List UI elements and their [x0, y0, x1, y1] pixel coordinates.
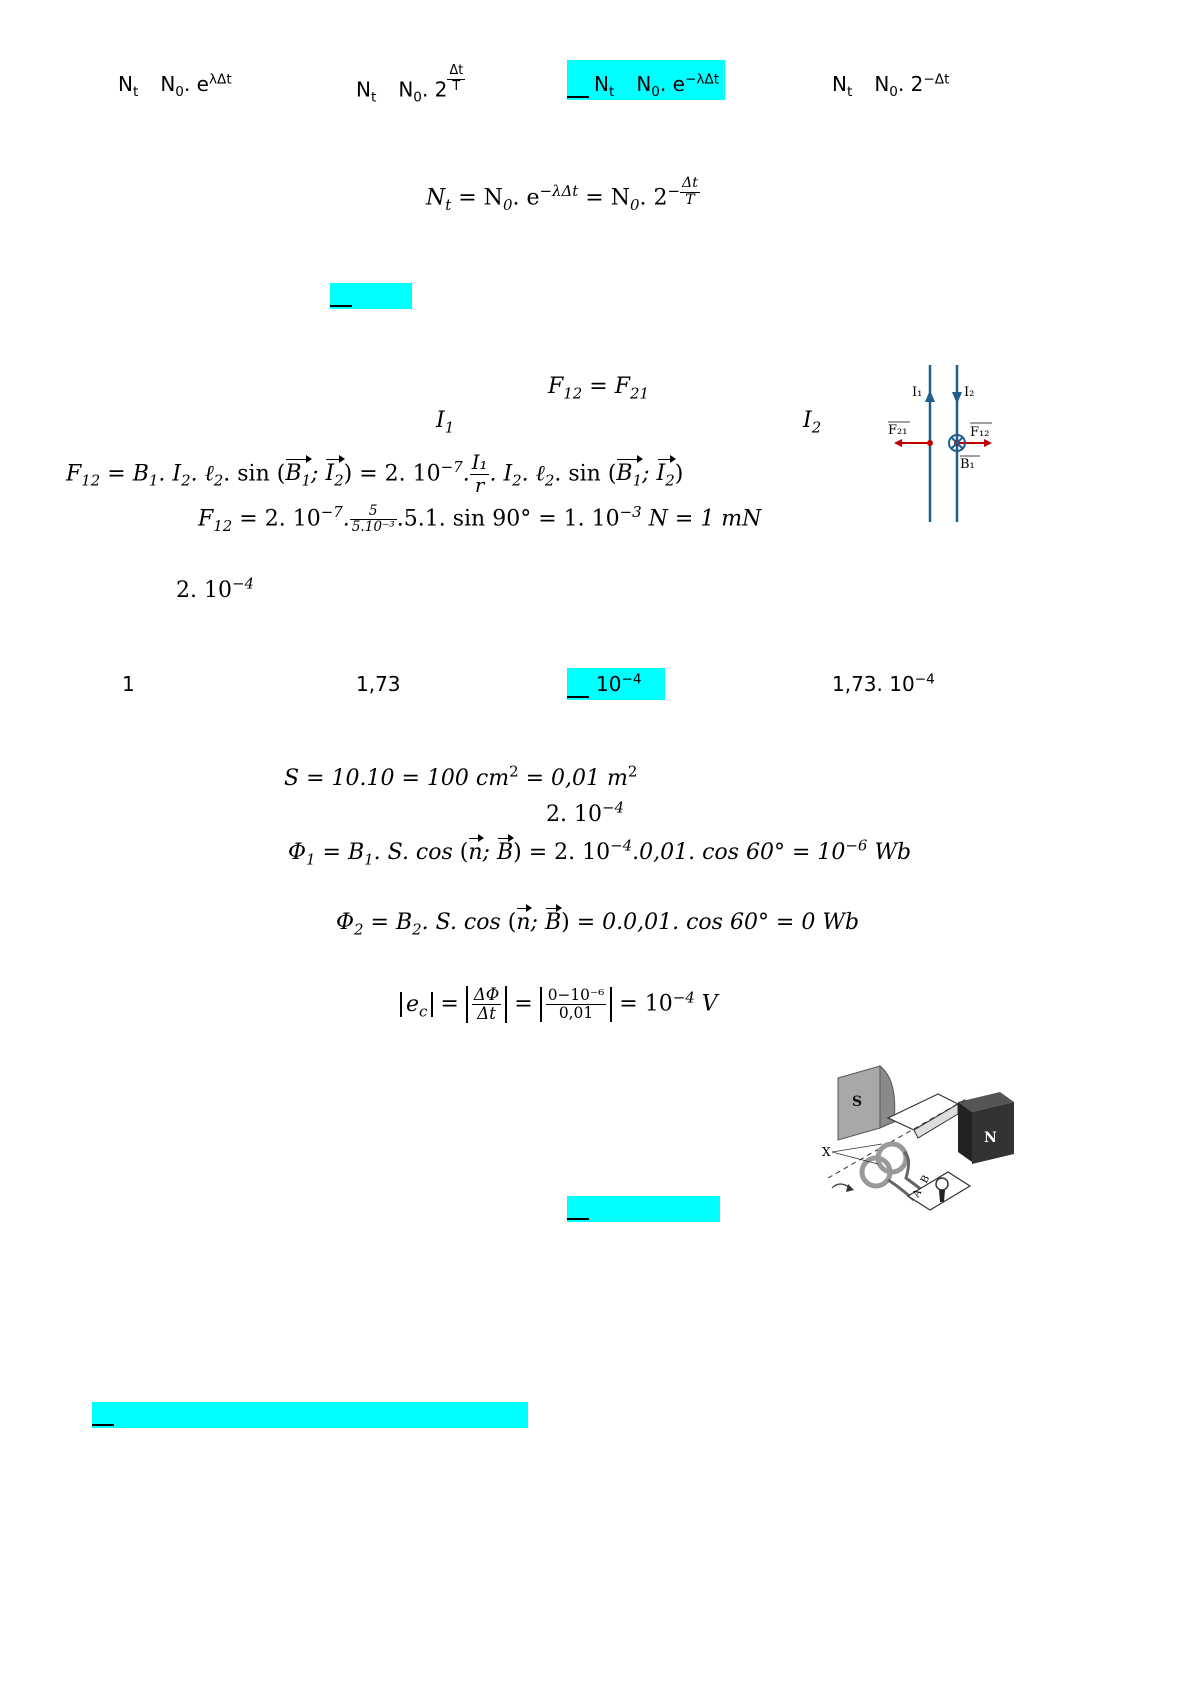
label-x: X [822, 1145, 831, 1159]
diagram-label-f12: F₁₂ [970, 425, 990, 440]
q3-option-b: 1,73 [356, 672, 401, 696]
terminal-a-label: A [911, 1187, 925, 1200]
current-down-arrow-icon [952, 392, 962, 404]
q3-option-c: $10^{-4}$ [596, 671, 642, 696]
terminal-b-label: B [919, 1173, 933, 1186]
force-21-arrow-icon [894, 439, 902, 447]
generator-figure [818, 1060, 1028, 1226]
area-formula: S = 10.10 = 100 $cm^2 = 0,01$ $m^2$ [284, 762, 638, 791]
label-i2: $I_2$ [803, 408, 822, 437]
option-b: $N_t$ $N_0$. 2 $^{\frac{\Delta t}{T}}$ [356, 63, 464, 106]
diagram-label-f21: F₂₁ [888, 423, 908, 438]
diagram-label-i1: I₁ [912, 385, 923, 400]
force-equality: $F_{12} = F_{21}$ [548, 374, 650, 403]
answer-highlight-2 [330, 283, 412, 309]
option-a: $N_t$ $N_0$. $e^{\lambda\Delta t}$ [118, 71, 232, 100]
bulb-icon [936, 1178, 948, 1190]
force-result: $F_{12} = 2$. $10^{-7}$. $\frac{5}{\text{5.10⁻³}}$ .5.1. sin 90° = 1. $10^{-3}$ N = 1 mN [198, 503, 762, 535]
b-value: 2. $10^{-4}$ [546, 798, 625, 827]
option-c: $N_t$ $N_0$. $e^{-\lambda\Delta t}$ [594, 71, 720, 100]
emf-formula: $e_c$ = $\frac{\Delta\Phi}{\Delta t}$ = $\frac{\text{0−10⁻⁶}}{0,01}$ = $10^{-4}$ V [400, 986, 718, 1023]
diagram-label-i2: I₂ [964, 385, 975, 400]
flux-2-formula: $\Phi_2 = B_2$. S. cos (n; B) = 0.0,01. cos 60° = 0 Wb [336, 910, 860, 939]
force-12-arrow-icon [984, 439, 992, 447]
option-d: $N_t$ $N_0$. $2^{-\Delta t}$ [832, 71, 950, 100]
flux-1-formula: $\Phi_1 = B_1$. S. cos (n; B) = 2. $10^{-4}.0,01$. $\cos 60^\circ = 10^{-6}$ Wb [288, 836, 912, 869]
answer-highlight-4 [567, 1196, 720, 1222]
parallel-wires-diagram [880, 360, 1000, 530]
diagram-label-b1: B₁ [960, 457, 975, 472]
field-value: 2. $10^{-4}$ [176, 574, 255, 603]
force-formula: $F_{12} = B_1$. $I_2$. ℓ$_2$. $\sin (B_1$; $I_2) = 2$. $10^{-7}$. $\frac{\text{I₁}}{r}$ . $I_2$. ℓ$_2$. $\sin (B_1$; $I_2$) [66, 451, 684, 497]
label-i1: $I_1$ [436, 408, 455, 437]
magnet-s-label: S [852, 1094, 863, 1110]
q3-option-a: 1 [122, 672, 135, 696]
answer-highlight-5 [92, 1402, 528, 1428]
decay-formula: $N_t = N_0$. $e^{-\lambda\Delta t} = N_0$. $2^{- \frac{\Delta t}{T}}$ [426, 175, 698, 214]
q3-option-d: 1,73. $10^{-4}$ [832, 671, 935, 696]
current-up-arrow-icon [925, 390, 935, 402]
magnet-n-label: N [984, 1130, 997, 1146]
